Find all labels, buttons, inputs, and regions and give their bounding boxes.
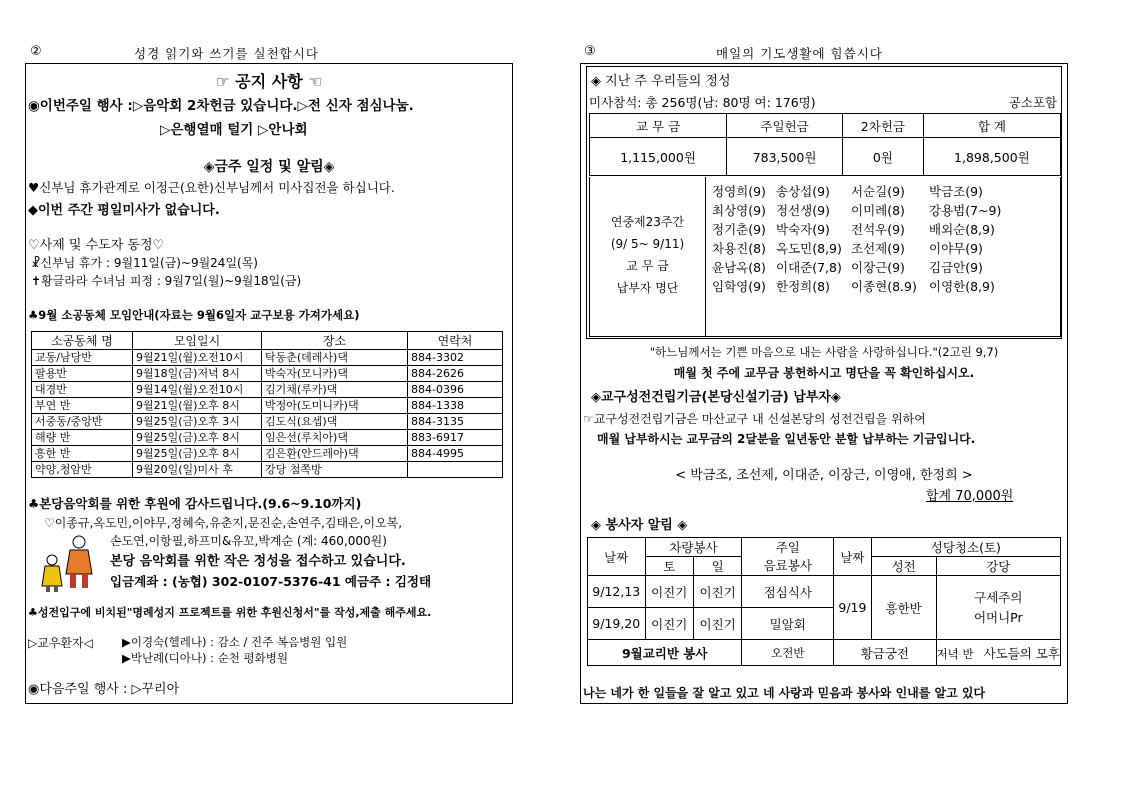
table-cell: 강당 첨쪽방 [262, 462, 408, 478]
payer-name: 이야무(9) [929, 240, 983, 256]
payer-name: 김금안(9) [929, 259, 983, 275]
donation-names-1: ♡이종규,옥도민,이야무,정혜숙,유춘지,문진순,손연주,김태은,이오복, [44, 516, 403, 530]
vol-header-car: 차량봉사 [645, 538, 742, 557]
clean-date: 9/19 [834, 576, 872, 640]
community-header: 연락처 [408, 332, 503, 350]
table-cell [408, 462, 503, 478]
payer-name: 이영한(8,9) [929, 278, 995, 294]
payers-row [712, 200, 1001, 219]
payer-name: 옥도민(8,9) [776, 240, 842, 256]
community-header: 장소 [262, 332, 408, 350]
table-cell: 884-0396 [408, 382, 503, 398]
scripture-quote: "하느님께서는 기쁜 마음으로 내는 사람을 사랑하십니다."(2고린 9,7) [649, 345, 999, 359]
offering-title: ◈ 지난 주 우리들의 정성 [591, 74, 731, 89]
payer-name: 정선생(9) [776, 202, 830, 218]
priest-title: ♡사제 및 수도자 동정♡ [28, 238, 165, 253]
table-cell: 서중동/중앙반 [32, 414, 133, 430]
table-cell: 김도식(요셉)댁 [262, 414, 408, 430]
offering-header: 2차헌금 [843, 114, 924, 138]
patient-2: ▶박난례(디아나) : 순천 평화병원 [122, 651, 288, 665]
vol-header-hall: 강당 [936, 557, 1060, 576]
left-page-number: ② [30, 44, 42, 59]
offering-header: 교 무 금 [590, 114, 727, 138]
payer-name: 조선제(9) [851, 240, 905, 256]
cook-pm [936, 640, 1060, 666]
next-week-events: ◉다음주일 행사 : ▷꾸리아 [28, 682, 180, 697]
payers-table [712, 181, 1001, 295]
vol-header-clean: 성당청소(토) [871, 538, 1060, 557]
table-cell: 9월18일(금)저녁 8시 [133, 366, 262, 382]
attendance: 미사참석: 총 256명(남: 80명 여: 176명) [589, 95, 816, 110]
table-row [32, 430, 503, 446]
table-cell: 이진기 [693, 608, 741, 640]
payer-name: 윤남옥(8) [712, 259, 766, 275]
week-events-line2: ▷은행열매 털기 ▷안나회 [160, 122, 308, 138]
fund-names: < 박금조, 조선제, 이대준, 이장근, 이영애, 한정희 > [675, 468, 973, 483]
payers-row [712, 219, 1001, 238]
payer-name: 차용진(8) [712, 240, 766, 256]
donation-account: 입금계좌 : (농협) 302-0107-5376-41 예금주 : 김정태 [110, 574, 432, 589]
right-page-motto: 매일의 기도생활에 힘씁시다 [716, 46, 883, 61]
table-cell: 탁동춘(데레사)댁 [262, 350, 408, 366]
payer-name: 송상섭(9) [776, 183, 830, 199]
community-header: 모임일시 [133, 332, 262, 350]
payer-name: 배외순(8,9) [929, 221, 995, 237]
table-cell: 9월25일(금)오후 8시 [133, 446, 262, 462]
payers-box [589, 177, 1061, 337]
table-row [32, 414, 503, 430]
offering-header: 주일헌금 [727, 114, 843, 138]
schedule-line2: ◆이번 주간 평일미사가 없습니다. [28, 203, 220, 218]
payer-name: 이장근(9) [851, 259, 905, 275]
cook-am-label: 오전반 [742, 640, 834, 666]
cook-label: 9월교리반 봉사 [588, 640, 742, 666]
volunteer-title: ◈ 봉사자 알림 ◈ [591, 518, 688, 533]
priest-line1: ☧신부님 휴가 : 9월11일(금)~9월24일(목) [31, 256, 258, 270]
table-cell: 부연 반 [32, 398, 133, 414]
offering-value: 1,898,500원 [923, 138, 1060, 176]
table-row [32, 350, 503, 366]
table-cell: 9월20일(일)미사 후 [133, 462, 262, 478]
table-row [588, 640, 1061, 666]
table-cell: 박정아(도미니카)댁 [262, 398, 408, 414]
offering-value: 783,500원 [727, 138, 843, 176]
payer-name: 박숙자(9) [776, 221, 830, 237]
cook-pm-label: 저녁 반 [936, 646, 974, 661]
fund-title: ◈교구성전건립기금(본당신설기금) 납부자◈ [591, 390, 841, 405]
table-cell: 해량 반 [32, 430, 133, 446]
attendance-note: 공소포함 [1008, 95, 1057, 110]
table-row [588, 576, 1061, 608]
table-cell: 김은환(안드레아)댁 [262, 446, 408, 462]
table-cell: 884-3302 [408, 350, 503, 366]
patient-1: ▶이경숙(헬레나) : 감소 / 진주 복음병원 입원 [122, 635, 348, 649]
offering-table [589, 113, 1061, 176]
table-row [32, 366, 503, 382]
payers-label-line: (9/ 5~ 9/11) [610, 237, 685, 251]
table-row [32, 462, 503, 478]
priest-line2: ✝황글라라 수녀님 피정 : 9월7일(월)~9월18일(금) [31, 274, 302, 288]
table-cell: 박숙자(모니카)댁 [262, 366, 408, 382]
payer-name: 서순길(9) [851, 183, 905, 199]
vol-header-sun: 일 [693, 557, 741, 576]
payers-label-line: 납부자 명단 [616, 281, 679, 295]
table-cell: 9월21일(월)오후 8시 [133, 398, 262, 414]
payer-name: 박금조(9) [929, 183, 983, 199]
patients-label: ▷교우환자◁ [28, 636, 93, 650]
payer-name: 임학영(9) [712, 278, 766, 294]
table-cell: 김기채(루카)댁 [262, 382, 408, 398]
volunteer-table [587, 537, 1061, 666]
table-cell: 약양,청암반 [32, 462, 133, 478]
fund-total: 합계 70,000원 [926, 489, 1014, 504]
community-header: 소공동체 명 [32, 332, 133, 350]
schedule-title: ◈금주 일정 및 알림◈ [203, 159, 335, 175]
vol-header-church: 성전 [871, 557, 936, 576]
donation-names-2: 손도연,이항필,하프미&유꼬,박계순 (계: 460,000원) [110, 534, 387, 548]
table-cell: 이진기 [645, 608, 693, 640]
table-cell: 884-2626 [408, 366, 503, 382]
payer-name: 이대준(7,8) [776, 259, 842, 275]
clean-church: 흥한반 [871, 576, 936, 640]
cook-pm-value: 사도들의 모후 [983, 645, 1060, 661]
donation-note: 본당 음악회를 위한 작은 정성을 접수하고 있습니다. [110, 554, 406, 569]
donation-title: ♣본당음악회를 위한 후원에 감사드립니다.(9.6~9.10까지) [28, 496, 362, 511]
table-row [32, 446, 503, 462]
table-cell: 점심식사 [742, 576, 834, 608]
vol-header-date2: 날짜 [834, 538, 872, 576]
table-row [32, 398, 503, 414]
table-cell: 884-3135 [408, 414, 503, 430]
vol-header-drink: 주일 음료봉사 [742, 538, 834, 576]
table-cell: 9월25일(금)오후 8시 [133, 430, 262, 446]
people-illustration-icon [34, 534, 102, 594]
table-cell: 884-1338 [408, 398, 503, 414]
table-cell: 대경반 [32, 382, 133, 398]
payer-name: 정기춘(9) [712, 221, 766, 237]
payer-name: 이미례(8) [851, 202, 905, 218]
table-cell: 임은선(루치아)댁 [262, 430, 408, 446]
payers-label-line: 연중제23주간 [610, 215, 685, 229]
table-cell: 9월25일(금)오후 3시 [133, 414, 262, 430]
table-cell: 884-4995 [408, 446, 503, 462]
vol-header-date: 날짜 [588, 538, 646, 576]
right-page-number: ③ [584, 44, 596, 59]
payers-row [712, 257, 1001, 276]
table-cell: 9/19,20 [588, 608, 646, 640]
payers-row [712, 238, 1001, 257]
fund-line2: 매월 납부하시는 교무금의 2달분을 일년동안 분할 납부하는 기금입니다. [597, 432, 976, 446]
footer-quote: 나는 네가 한 일들을 잘 알고 있고 네 사랑과 믿음과 봉사와 인내를 알고 있다 [583, 686, 986, 700]
payers-row [712, 181, 1001, 200]
notice-title: ☞ 공지 사항 ☜ [215, 72, 323, 91]
table-cell: 883-6917 [408, 430, 503, 446]
table-cell: 9월21일(월)오전10시 [133, 350, 262, 366]
table-cell: 9월14일(월)오전10시 [133, 382, 262, 398]
community-title: ♣9월 소공동체 모임안내(자료는 9월6일자 교구보용 가져가세요) [28, 308, 360, 322]
payer-name: 한정희(8) [776, 278, 830, 294]
table-cell: 9/12,13 [588, 576, 646, 608]
fund-line1: ☞교구성전건립기금은 마산교구 내 신설본당의 성전건립을 위하여 [583, 412, 926, 426]
offering-box [586, 66, 1062, 339]
payers-row [712, 276, 1001, 295]
payer-name: 전석우(9) [851, 221, 905, 237]
payers-label-line: 교 무 금 [626, 259, 669, 273]
table-cell: 이진기 [693, 576, 741, 608]
week-events-line1: ◉이번주일 행사 :▷음악회 2차헌금 있습니다.▷전 신자 점심나눔. [28, 98, 414, 114]
left-page-motto: 성경 읽기와 쓰기를 실천합시다 [134, 46, 319, 61]
left-panel [25, 63, 513, 704]
quote-sub: 매월 첫 주에 교무금 봉헌하시고 명단을 꼭 확인하십시오. [673, 366, 975, 380]
offering-header: 합 계 [923, 114, 1060, 138]
payer-name: 정영희(9) [712, 183, 766, 199]
table-cell: 교동/남당반 [32, 350, 133, 366]
table-row [32, 382, 503, 398]
payer-name: 강용범(7~9) [929, 202, 1002, 218]
clean-hall: 구세주의 어머니Pr [936, 576, 1060, 640]
sign-notice: ♣성전입구에 비치된"명례성지 프로젝트를 위한 후원신청서"를 작성,제출 해주세요. [28, 606, 432, 619]
table-cell: 이진기 [645, 576, 693, 608]
cook-am-value: 황금궁전 [834, 640, 936, 666]
schedule-line1: ♥신부님 휴가관계로 이정근(요한)신부님께서 미사집전을 하십니다. [28, 180, 395, 195]
community-table [31, 331, 503, 478]
table-cell: 흥한 반 [32, 446, 133, 462]
payer-name: 이종현(8.9) [851, 278, 917, 294]
table-cell: 팔용반 [32, 366, 133, 382]
right-panel [580, 63, 1068, 704]
offering-value: 1,115,000원 [590, 138, 727, 176]
table-cell: 밀알회 [742, 608, 834, 640]
payer-name: 최상영(9) [712, 202, 766, 218]
offering-value: 0원 [843, 138, 924, 176]
vol-header-sat: 토 [645, 557, 693, 576]
